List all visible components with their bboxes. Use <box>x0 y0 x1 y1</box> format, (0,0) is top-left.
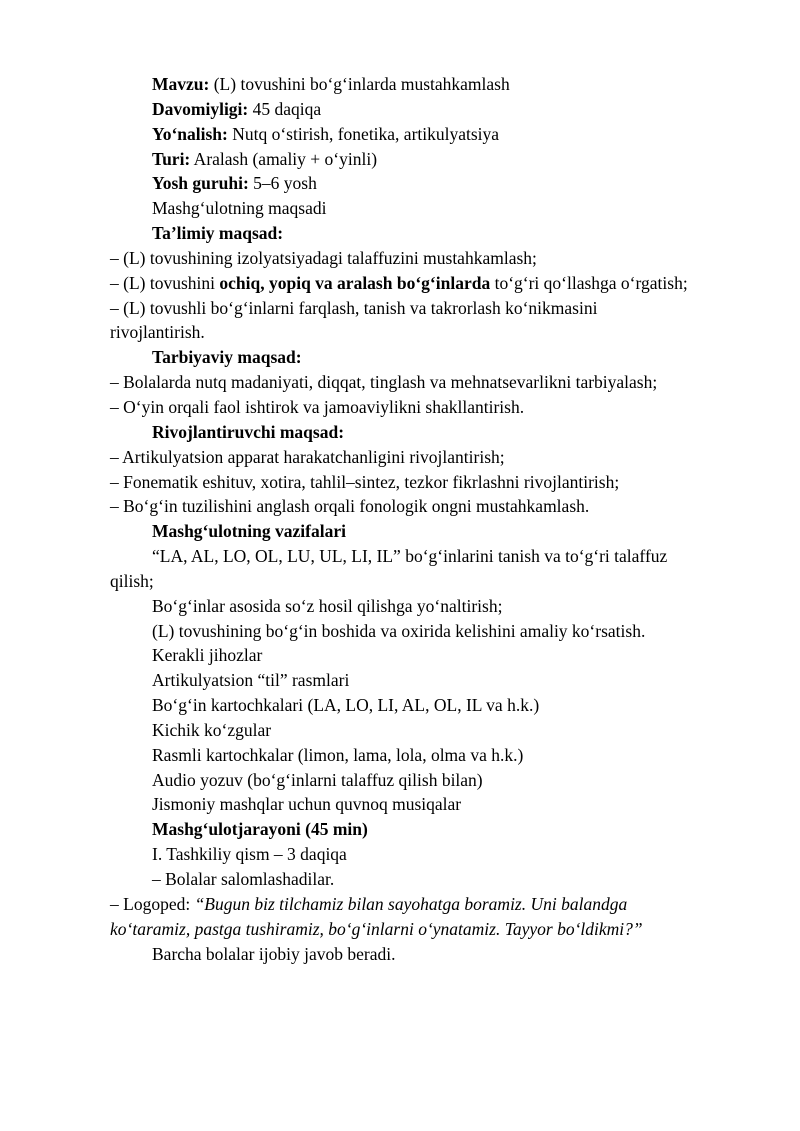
text-line <box>110 842 758 867</box>
text-line <box>110 171 758 196</box>
text-line <box>110 569 758 594</box>
text-run: – O‘yin orqali faol ishtirok va jamoaviylikni shakllantirish. <box>110 396 525 417</box>
text-run: Artikulyatsion “til” rasmlari <box>152 670 350 691</box>
text-line <box>110 792 758 817</box>
text-run: Barcha bolalar ijobiy javob beradi. <box>152 943 396 964</box>
text-run: Rasmli kartochkalar (limon, lama, lola, olma va h.k.) <box>152 744 524 765</box>
text-run: 45 daqiqa <box>248 98 322 119</box>
text-line <box>110 420 758 445</box>
text-line <box>110 743 758 768</box>
text-line <box>110 246 758 271</box>
text-run: Mashg‘ulotjarayoni (45 min) <box>152 819 368 840</box>
text-line <box>110 594 758 619</box>
text-run: Audio yozuv (bo‘g‘inlarni talaffuz qilish bilan) <box>152 769 483 790</box>
text-line <box>110 643 758 668</box>
text-run: Bo‘g‘inlar asosida so‘z hosil qilishga yo‘naltirish; <box>152 595 503 616</box>
text-run: – Bolalar salomlashadilar. <box>152 869 335 889</box>
text-line <box>110 917 758 942</box>
text-line <box>110 892 758 917</box>
text-line <box>110 320 758 345</box>
text-run: – Bo‘g‘in tuzilishini anglash orqali fonologik ongni mustahkamlash. <box>110 496 590 517</box>
text-run: Jismoniy mashqlar uchun quvnoq musiqalar <box>152 794 462 815</box>
text-run: Mavzu: <box>152 74 210 94</box>
text-run: – Artikulyatsion apparat harakatchanligini rivojlantirish; <box>110 446 505 467</box>
text-line <box>110 196 758 221</box>
text-line <box>110 72 758 97</box>
text-line <box>110 296 758 321</box>
text-line <box>110 544 758 569</box>
text-line <box>110 519 758 544</box>
text-run: Ta’limiy maqsad: <box>152 223 284 244</box>
text-run: Mashg‘ulotning maqsadi <box>152 198 327 219</box>
text-run: Tarbiyaviy maqsad: <box>152 347 302 368</box>
text-run: Kerakli jihozlar <box>152 645 263 666</box>
text-run: Aralash (amaliy + o‘yinli) <box>190 148 378 169</box>
text-line <box>110 445 758 470</box>
text-line <box>110 718 758 743</box>
text-run: to‘g‘ri qo‘llashga o‘rgatish; <box>490 272 688 293</box>
text-line <box>110 345 758 370</box>
text-line <box>110 97 758 122</box>
text-run: 5–6 yosh <box>248 173 317 194</box>
text-run: I. Tashkiliy qism – 3 daqiqa <box>152 844 347 865</box>
text-line <box>110 370 758 395</box>
text-run: – Bolalarda nutq madaniyati, diqqat, tinglash va mehnatsevarlikni tarbiyalash; <box>110 372 658 393</box>
text-run: Mashg‘ulotning vazifalari <box>152 521 346 542</box>
text-run: – (L) tovushli bo‘g‘inlarni farqlash, tanish va takrorlash ko‘nikmasini <box>110 297 598 318</box>
text-line <box>110 494 758 519</box>
text-run: Davomiyligi: <box>152 98 249 119</box>
text-run: Yo‘nalish: <box>152 123 228 144</box>
text-line <box>110 867 758 892</box>
text-run: Turi: <box>152 148 191 169</box>
text-run: Nutq o‘stirish, fonetika, artikulyatsiya <box>227 123 500 144</box>
text-run: “LA, AL, LO, OL, LU, UL, LI, IL” bo‘g‘inlarini tanish va to‘g‘ri talaffuz <box>152 546 668 567</box>
text-run: Rivojlantiruvchi maqsad: <box>152 421 345 442</box>
text-run: Kichik ko‘zgular <box>152 719 272 740</box>
text-line <box>110 395 758 420</box>
text-run: Yosh guruhi: <box>152 173 249 194</box>
text-line <box>110 768 758 793</box>
text-run: ko‘taramiz, pastga tushiramiz, bo‘g‘inlarni o‘ynatamiz. Tayyor bo‘ldikmi?” <box>110 918 643 939</box>
text-line <box>110 221 758 246</box>
text-line <box>110 668 758 693</box>
text-line <box>110 271 758 296</box>
text-line <box>110 470 758 495</box>
text-run: ochiq, yopiq va aralash bo‘g‘inlarda <box>219 272 491 293</box>
text-run: – (L) tovushining izolyatsiyadagi talaffuzini mustahkamlash; <box>110 247 537 268</box>
text-run: – Logoped: <box>110 893 195 914</box>
document-text-block <box>110 72 758 966</box>
text-run: “Bugun biz tilchamiz bilan sayohatga boramiz. Uni balandga <box>194 893 628 914</box>
text-line <box>110 942 758 967</box>
text-run: – Fonematik eshituv, xotira, tahlil–sintez, tezkor fikrlashni rivojlantirish; <box>110 471 620 492</box>
text-run: (L) tovushining bo‘g‘in boshida va oxirida kelishini amaliy ko‘rsatish. <box>152 620 646 641</box>
text-run: rivojlantirish. <box>110 322 205 343</box>
text-run: (L) tovushini bo‘g‘inlarda mustahkamlash <box>209 74 510 94</box>
text-line <box>110 619 758 644</box>
text-run: – (L) tovushini <box>110 272 220 293</box>
text-line <box>110 147 758 172</box>
text-run: qilish; <box>110 570 154 591</box>
text-line <box>110 693 758 718</box>
text-line <box>110 122 758 147</box>
text-run: Bo‘g‘in kartochkalari (LA, LO, LI, AL, OL, IL va h.k.) <box>152 695 540 716</box>
text-line <box>110 817 758 842</box>
